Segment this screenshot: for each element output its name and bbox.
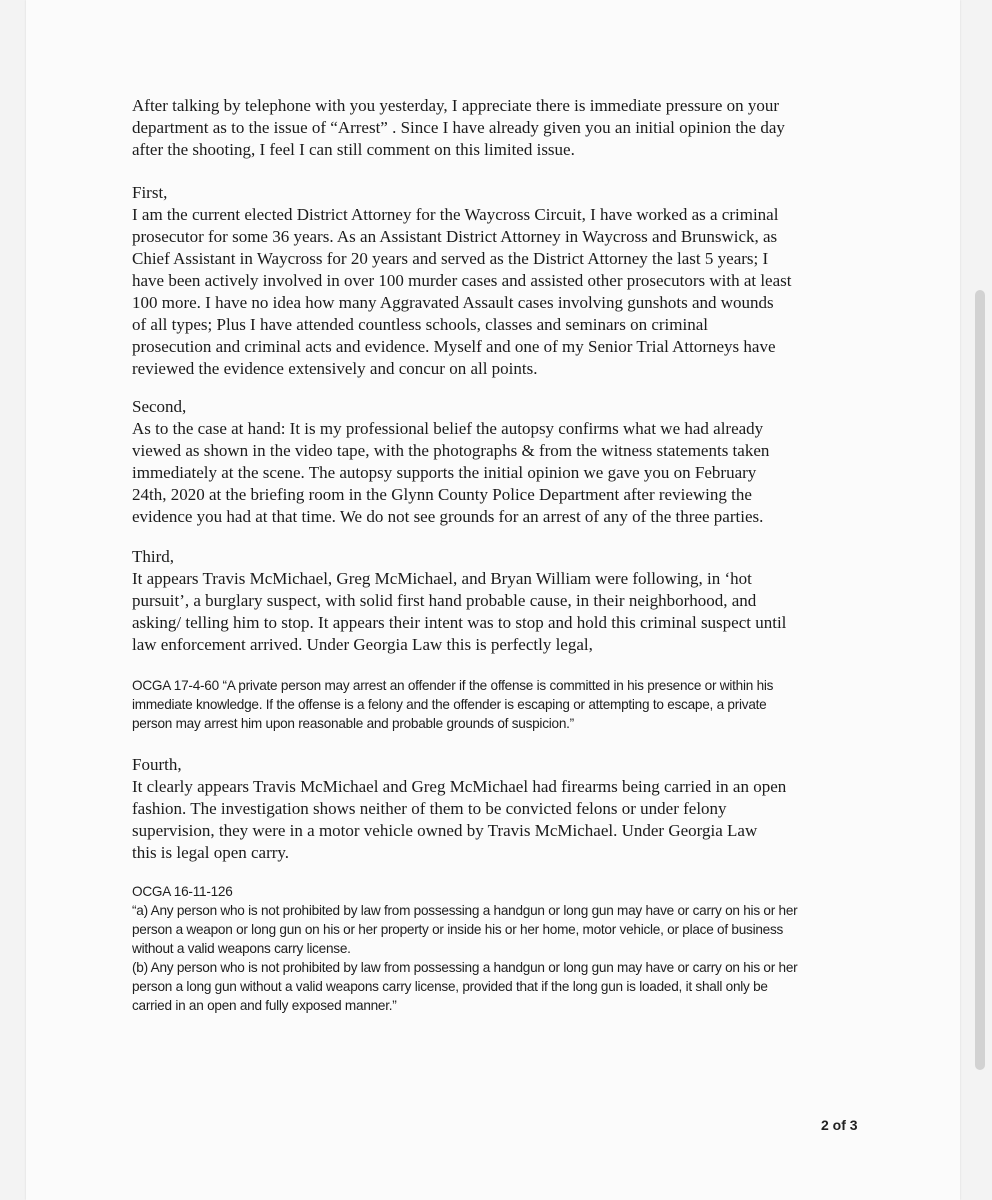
section-heading-second: Second,: [132, 397, 187, 416]
text-line: immediately at the scene. The autopsy supports the initial opinion we gave you on February: [132, 463, 757, 482]
statute-line: carried in an open and fully exposed manner.”: [132, 998, 397, 1013]
statute-line: “a) Any person who is not prohibited by law from possessing a handgun or long gun may have or carry on his or her: [132, 903, 798, 918]
text-line: law enforcement arrived. Under Georgia Law this is perfectly legal,: [132, 635, 593, 654]
text-line: after the shooting, I feel I can still comment on this limited issue.: [132, 140, 575, 159]
text-line: have been actively involved in over 100 murder cases and assisted other prosecutors with at least: [132, 271, 792, 290]
text-line: After talking by telephone with you yesterday, I appreciate there is immediate pressure on your: [132, 96, 780, 115]
statute-line: person a long gun without a valid weapons carry license, provided that if the long gun is loaded, it shall only be: [132, 979, 768, 994]
second-section: [132, 396, 862, 528]
section-heading-third: Third,: [132, 547, 175, 566]
statute-quote-16-11-126: [132, 882, 872, 1015]
statute-line: person may arrest him upon reasonable and probable grounds of suspicion.”: [132, 716, 574, 731]
fourth-section: [132, 754, 862, 864]
text-line: fashion. The investigation shows neither of them to be convicted felons or under felony: [132, 799, 727, 818]
text-line: pursuit’, a burglary suspect, with solid first hand probable cause, in their neighborhood, and: [132, 591, 757, 610]
text-line: As to the case at hand: It is my professional belief the autopsy confirms what we had already: [132, 419, 764, 438]
statute-line: without a valid weapons carry license.: [132, 941, 351, 956]
text-line: department as to the issue of “Arrest” . Since I have already given you an initial opinion the day: [132, 118, 785, 137]
text-line: asking/ telling him to stop. It appears their intent was to stop and hold this criminal suspect until: [132, 613, 787, 632]
text-line: supervision, they were in a motor vehicle owned by Travis McMichael. Under Georgia Law: [132, 821, 758, 840]
text-line: It clearly appears Travis McMichael and Greg McMichael had firearms being carried in an open: [132, 777, 787, 796]
text-line: It appears Travis McMichael, Greg McMichael, and Bryan William were following, in ‘hot: [132, 569, 752, 588]
text-line: this is legal open carry.: [132, 843, 290, 862]
text-line: Chief Assistant in Waycross for 20 years and served as the District Attorney the last 5 years; I: [132, 249, 769, 268]
statute-line: immediate knowledge. If the offense is a felony and the offender is escaping or attempting to escape, a private: [132, 697, 767, 712]
text-line: 100 more. I have no idea how many Aggravated Assault cases involving gunshots and wounds: [132, 293, 774, 312]
text-line: evidence you had at that time. We do not see grounds for an arrest of any of the three parties.: [132, 507, 764, 526]
intro-paragraph: [132, 95, 862, 161]
section-heading-first: First,: [132, 183, 168, 202]
text-line: 24th, 2020 at the briefing room in the Glynn County Police Department after reviewing the: [132, 485, 752, 504]
statute-line: person a weapon or long gun on his or her property or inside his or her home, motor vehicle, or place of business: [132, 922, 784, 937]
third-section: [132, 546, 862, 656]
text-line: reviewed the evidence extensively and concur on all points.: [132, 359, 538, 378]
text-line: of all types; Plus I have attended countless schools, classes and seminars on criminal: [132, 315, 708, 334]
statute-line: OCGA 16-11-126: [132, 884, 233, 899]
first-section: [132, 182, 862, 380]
page-number: 2 of 3: [821, 1117, 858, 1133]
statute-quote-17-4-60: [132, 676, 872, 733]
text-line: prosecutor for some 36 years. As an Assistant District Attorney in Waycross and Brunswick, as: [132, 227, 778, 246]
text-line: viewed as shown in the video tape, with the photographs & from the witness statements taken: [132, 441, 770, 460]
section-heading-fourth: Fourth,: [132, 755, 182, 774]
statute-line: (b) Any person who is not prohibited by law from possessing a handgun or long gun may have or carry on his or her: [132, 960, 798, 975]
vertical-scrollbar[interactable]: [975, 290, 985, 1070]
text-line: I am the current elected District Attorney for the Waycross Circuit, I have worked as a criminal: [132, 205, 779, 224]
text-line: prosecution and criminal acts and evidence. Myself and one of my Senior Trial Attorneys have: [132, 337, 776, 356]
statute-line: OCGA 17-4-60 “A private person may arrest an offender if the offense is committed in his presence or within his: [132, 678, 774, 693]
